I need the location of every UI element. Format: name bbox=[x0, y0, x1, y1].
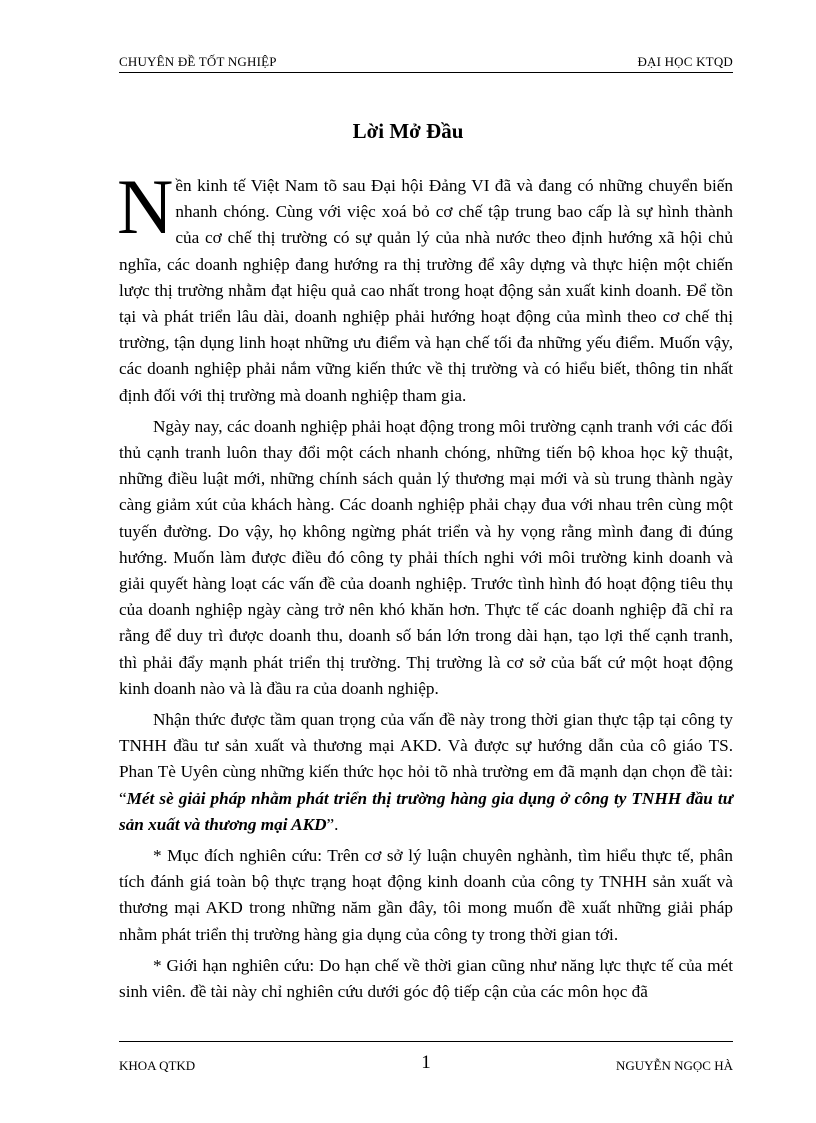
paragraph-3-end: ”. bbox=[326, 814, 339, 834]
thesis-topic: Mét sè giải pháp nhằm phát triển thị trường hàng gia dụng ở công ty TNHH đầu tư sản xuất và thương mại AKD bbox=[119, 788, 733, 834]
page-header bbox=[119, 52, 733, 73]
paragraph-2: Ngày nay, các doanh nghiệp phải hoạt động trong môi trường cạnh tranh với các đối thủ cạnh tranh luôn thay đổi một cách nhanh chóng, những tiến bộ khoa học kỹ thuật, những điều luật mới, những chính sách quản lý thương mại mới và sù trung thành ngày càng giảm xút của khách hàng. Các doanh nghiệp phải chạy đua với nhau trên cùng một tuyến đường. Do vậy, họ không ngừng phát triển và hy vọng rằng mình đang đi đúng hướng. Muốn làm được điều đó công ty phải thích nghi với môi trường kinh doanh và giải quyết hàng loạt các vấn đề của doanh nghiệp. Trước tình hình đó hoạt động tiêu thụ của doanh nghiệp ngày càng trở nên khó khăn hơn. Thực tế các doanh nghiệp đã chỉ ra rằng để duy trì được doanh thu, doanh số bán lớn trong dài hạn, tạo lợi thế cạnh tranh, thì phải đẩy mạnh phát triển thị trường. Thị trường là cơ sở của bất cứ một hoạt động kinh doanh nào và là đầu ra của doanh nghiệp. bbox=[119, 416, 733, 698]
header-right-text: ĐẠI HỌC KTQD bbox=[637, 54, 733, 69]
footer-right-text: NGUYỄN NGỌC HÀ bbox=[616, 1058, 733, 1073]
footer-left-text: KHOA QTKD bbox=[119, 1058, 196, 1073]
page-footer bbox=[119, 1041, 733, 1076]
page-number: 1 bbox=[421, 1052, 431, 1073]
paragraph-1-text: ền kinh tế Việt Nam tõ sau Đại hội Đảng VI đã và đang có những chuyển biến nhanh chóng. Cùng với việc xoá bỏ cơ chế tập trung bao cấp là sự hình thành của cơ chế thị trường có sự quản lý của nhà nước theo định hướng xã hội chủ nghĩa, các doanh nghiệp đang hướng ra thị trường để xây dựng và thực hiện một chiến lược thị trường nhằm đạt hiệu quả cao nhất trong hoạt động sản xuất kinh doanh. Để tồn tại và phát triển lâu dài, doanh nghiệp phải hướng hoạt động của mình theo cơ chế thị trường, tận dụng linh hoạt những ưu điểm và hạn chế tối đa những yếu điểm. Muốn vậy, các doanh nghiệp phải nắm vững kiến thức về thị trường và có hiểu biết, thông tin nhất định đối với thị trường mà doanh nghiệp tham gia. bbox=[119, 176, 733, 405]
paragraph-3-text: Nhận thức được tầm quan trọng của vấn đề này trong thời gian thực tập tại công ty TNHH đầu tư sản xuất và thương mại AKD. Và được sự hướng dẫn của cô giáo TS. Phan Tè Uyên cùng những kiến thức học hỏi tõ nhà trường em đã mạnh dạn chọn đề tài: “ bbox=[119, 710, 733, 808]
paragraph-3 bbox=[119, 707, 733, 838]
paragraph-4: * Mục đích nghiên cứu: Trên cơ sở lý luận chuyên nghành, tìm hiểu thực tế, phân tích đánh giá toàn bộ thực trạng hoạt động kinh doanh của công ty TNHH sản xuất và thương mại AKD trong những năm gần đây, tôi mong muốn đề xuất những giải pháp nhằm phát triển thị trường hàng gia dụng của công ty trong thời gian tới. bbox=[119, 846, 733, 944]
header-left-text: CHUYÊN ĐỀ TỐT NGHIỆP bbox=[119, 54, 277, 69]
paragraph-1 bbox=[117, 163, 733, 409]
document-body bbox=[117, 163, 733, 1010]
paragraph-5: * Giới hạn nghiên cứu: Do hạn chế về thời gian cũng như năng lực thực tế của mét sinh viên. đề tài này chỉ nghiên cứu dưới góc độ tiếp cận của các môn học đã bbox=[119, 955, 733, 1002]
document-title: Lời Mở Đầu bbox=[352, 119, 464, 143]
drop-cap: N bbox=[117, 163, 174, 250]
